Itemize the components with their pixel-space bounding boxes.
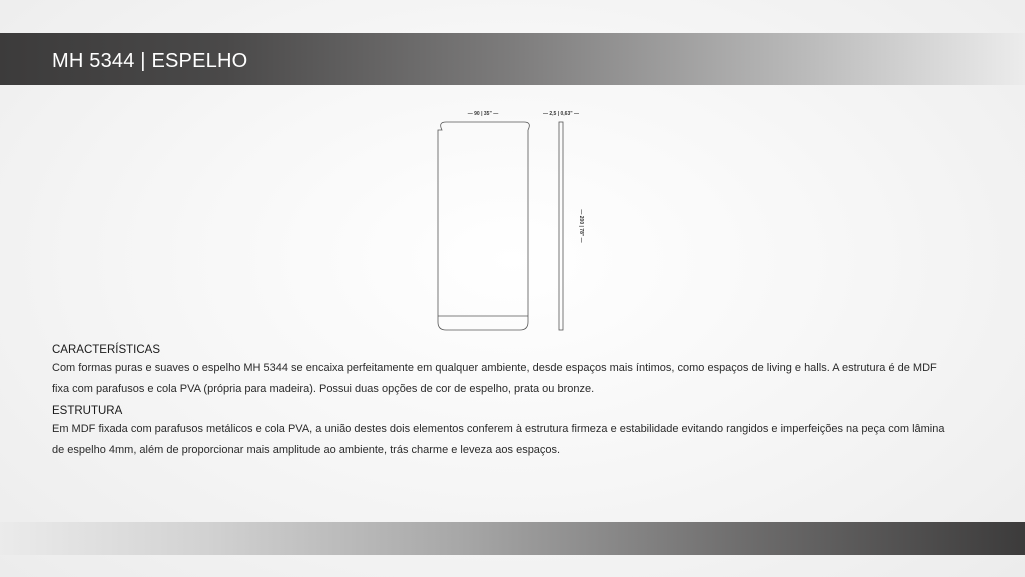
height-dimension-label: — 200 | 78" — <box>578 209 584 243</box>
page-title: MH 5344 | ESPELHO <box>52 50 248 72</box>
mirror-front-view <box>438 122 529 330</box>
section-body-estrutura: Em MDF fixada com parafusos metálicos e cola PVA, a união destes dois elementos conferem à estrutura firmeza e estabilidade evitando rangidos e imperfeições na peça com lâmina de espelho 4mm, além de proporcionar mais amplitude ao ambiente, trás charme e leveza aos espaços. <box>52 423 945 456</box>
section-body-caracteristicas: Com formas puras e suaves o espelho MH 5344 se encaixa perfeitamente em qualquer ambiente, desde espaços mais íntimos, como espaços de living e halls. A estrutura é de MDF fixa com parafusos e cola PVA (própria para madeira). Possui duas opções de cor de espelho, prata ou bronze. <box>52 362 937 395</box>
section-title-caracteristicas: CARACTERÍSTICAS <box>52 344 160 356</box>
technical-drawing <box>420 100 620 340</box>
width-dimension-label: — 90 | 35" — <box>467 111 499 117</box>
content-area <box>52 343 952 465</box>
header-band <box>0 33 1025 85</box>
mirror-side-view <box>559 122 563 330</box>
footer-band <box>0 522 1025 555</box>
section-title-estrutura: ESTRUTURA <box>52 405 123 417</box>
depth-dimension-label: — 2,5 | 0,63" — <box>542 111 580 117</box>
